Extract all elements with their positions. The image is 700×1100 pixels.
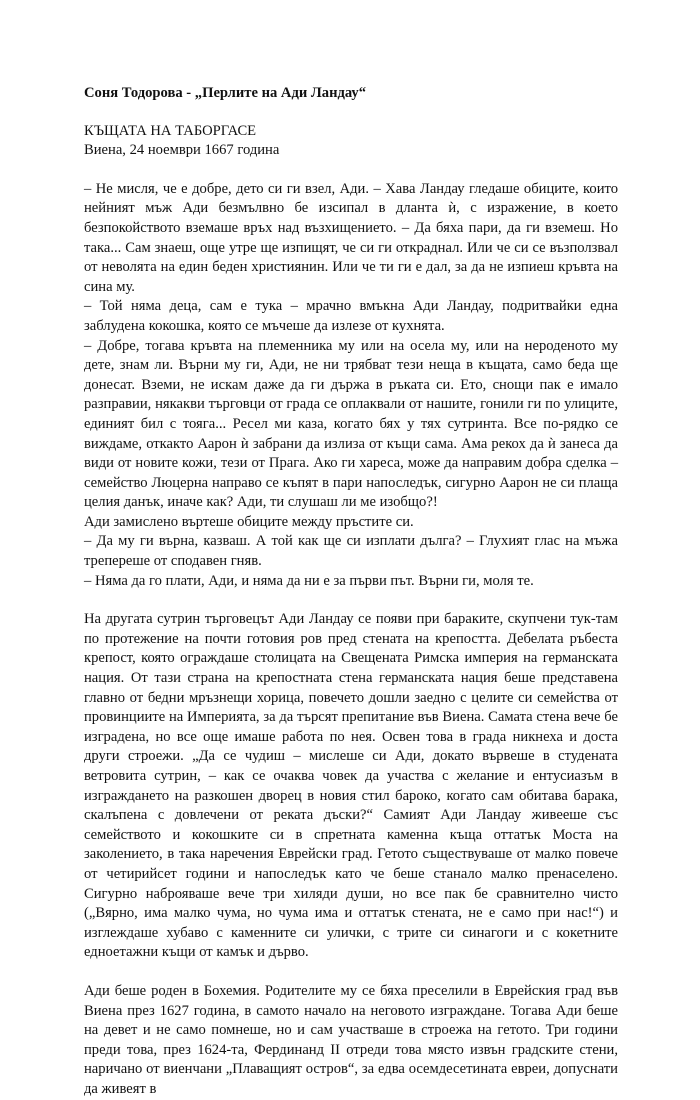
dialogue-line: Ади замислено въртеше обиците между пръстите си. [84,513,414,530]
dialogue-line: – Добре, тогава кръвта на племенника му или на осела му, или на нероденото му дете, знам ли. Върни му ги, Ади, не ни трябват тези неща в къщата, само беда ще донесат. Вземи, не искам даже да ги държа в ръката си. Ето, снощи пак е имало разправии, някакви търговци от града се оплаквали от нашите, гонили ги по улиците, единият бил с тояга... Ресел ми каза, когато бях у тях сутринта. Все по-рядко се виждаме, откакто Аарон ѝ забрани да излиза от къщи сама. Ама рекох да ѝ занеса да види от новите кожи, тези от Прага. Ако ги хареса, може да направим добра сделка – семейство Люцерна направо се къпят в пари напоследък, сигурно Аарон не си плаща целия данък, иначе как? Ади, ти слушаш ли ме изобщо?! [84,337,618,511]
dialogue-block [84,180,618,591]
dateline: Виена, 24 ноември 1667 година [84,142,280,159]
dialogue-line: – Не мисля, че е добре, дето си ги взел, Ади. – Хава Ландау гледаше обиците, които нейният мъж Ади безмълвно бе изсипал в дланта ѝ, с изражение, в което безпокойството вземаше връх над възхищението. – Да бяха пари, да ги вземеш. Но така... Сам знаеш, още утре ще изпищят, че си ги откраднал. Или че си се възползвал от неволята на един беден християнин. Или че ти ги е дал, за да не изпиеш кръвта на сина му. [84,180,618,295]
document-title: Соня Тодорова - „Перлите на Ади Ландау“ [84,85,367,101]
body-paragraph: На другата сутрин търговецът Ади Ландау се появи при бараките, скупчени тук-там по протежение на почти готовия ров пред стената на крепостта. Дебелата ръбеста крепост, която ограждаше столицата на Свещената Римска империя на германската нация. От тази страна на крепостната стена германската нация беше представена главно от бедни мръзнещи хорица, повечето дошли заедно с целите си семейства от провинциите на Империята, за да търсят препитание във Виена. Самата стена вече бе изградена, но все още имаше работа по нея. Освен това в града никнеха и доста други строежи. „Да се чудиш – мислеше си Ади, докато вървеше в студената ветровита сутрин, – как се очаква човек да участва с желание и ентусиазъм в изграждането на разкошен дворец в новия стил бароко, когато сам обитава барака, скалъпена с довлечени от реката дъски?“ Самият Ади Ландау живееше със семейството и кокошките си в спретната каменна къща оттатък Моста на заколението, в така наречения Еврейски град. Гетото съществуваше от малко повече от четирийсет години и напоследък като че беше станало малко пренаселено. Сигурно наброяваше вече три хиляди души, но все пак бе сравнително чисто („Вярно, има малко чума, но чума има и оттатък стената, не е само при нас!“) и изглеждаше хубаво с каменните си улички, с трите си синагоги и с кокетните едноетажни къщи от камък и дърво. [84,611,618,961]
dialogue-line: – Да му ги върна, казваш. А той как ще си изплати дълга? – Глухият глас на мъжа трепереше от сподавен гняв. [84,533,618,570]
body-paragraph: Ади беше роден в Бохемия. Родителите му се бяха преселили в Еврейския град във Виена през 1627 година, в самото начало на неговото изграждане. Тогава Ади беше на девет и не само помнеше, но и сам участваше в строежа на гетото. Три години преди това, през 1624-та, Фердинанд II отреди това място извън градските стени, наричано от виенчани „Плаващият остров“, за едва осемдесетината евреи, допуснати да живеят в [84,982,618,1097]
dialogue-line: – Той няма деца, сам е тука – мрачно вмъкна Ади Ландау, подритвайки една заблудена кокошка, която се мъчеше да излезе от кухнята. [84,298,618,334]
chapter-heading: КЪЩАТА НА ТАБОРГАСЕ [84,122,257,139]
dialogue-line: – Няма да го плати, Ади, и няма да ни е за първи път. Върни ги, моля те. [84,572,534,589]
